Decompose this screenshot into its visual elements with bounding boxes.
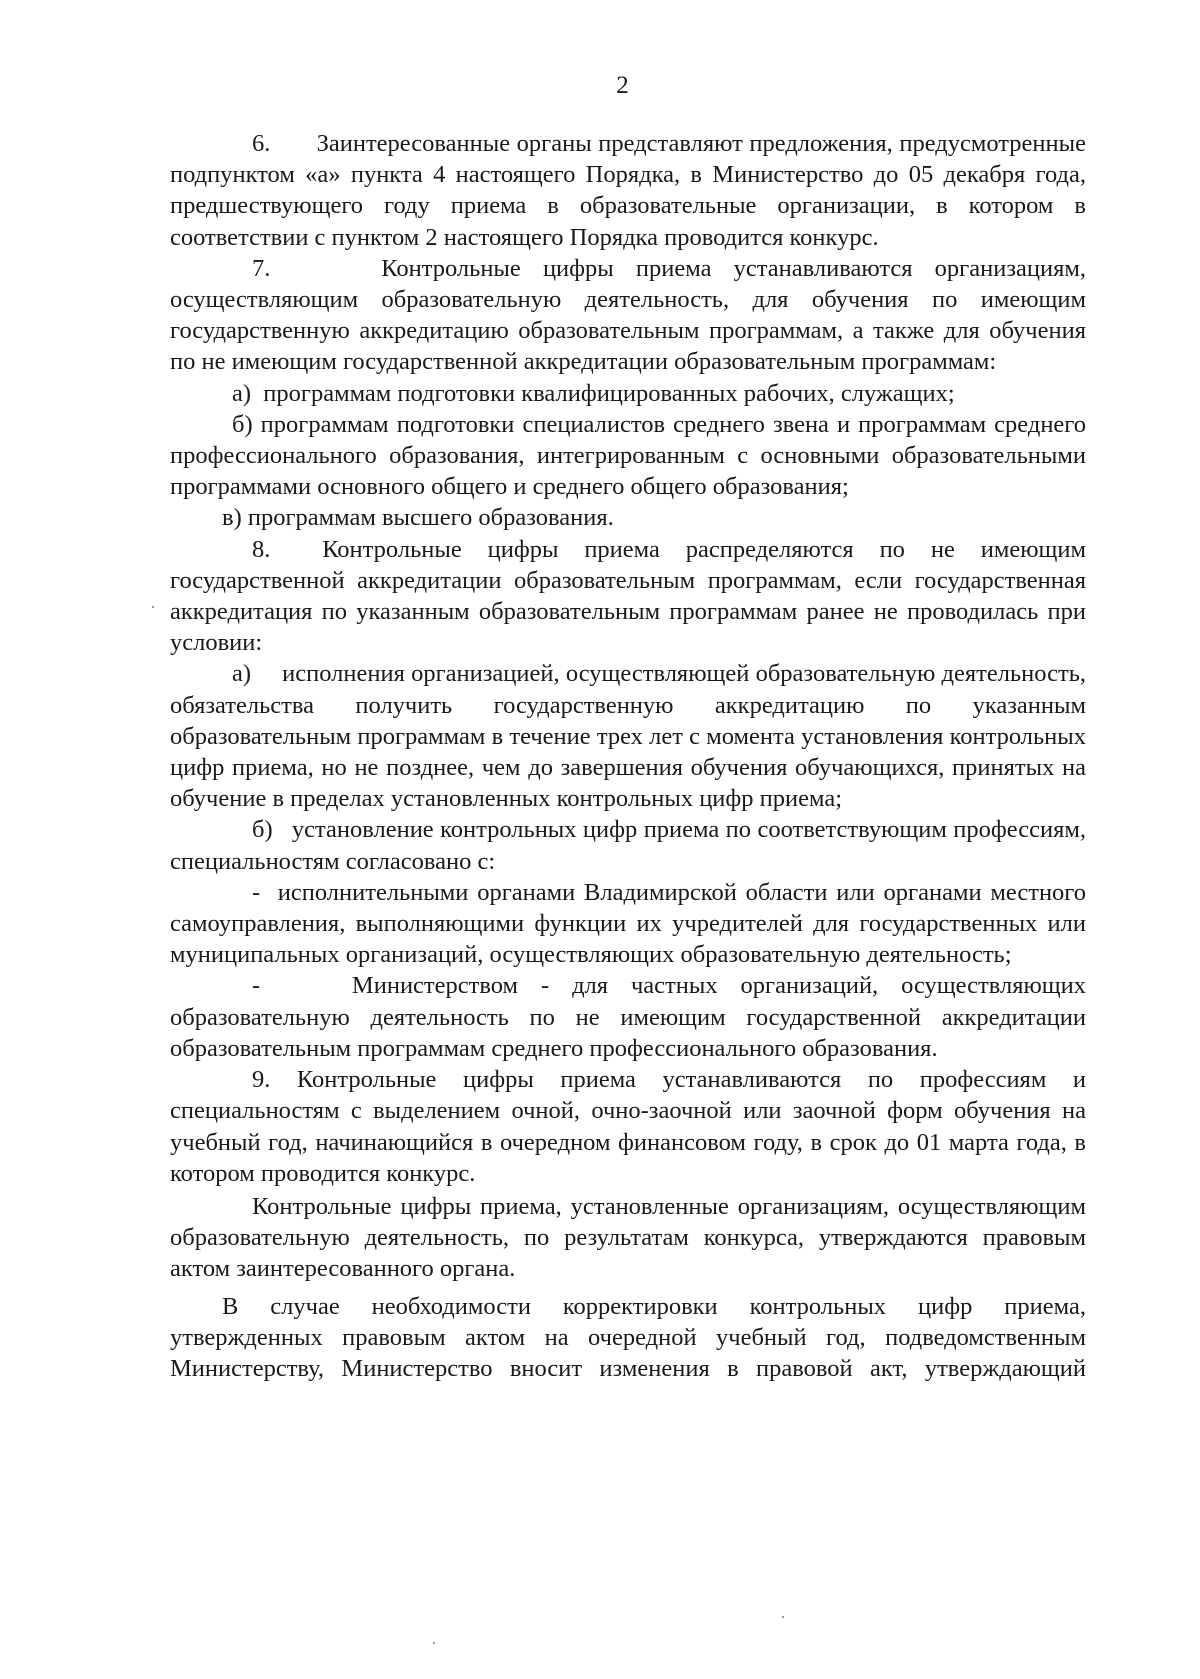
paragraph-8-item-b-dash-2: - Министерством - для частных организаций, осуществляющих образовательную деятельность по не имеющим государственной аккредитации образовательным программам среднего профессионального образования. bbox=[170, 972, 1086, 1062]
paragraph-8: 8. Контрольные цифры приема распределяются по не имеющим государственной аккредитации образовательным программам, если государственная аккредитация по указанным образовательным программам ранее не проводилась при условии: bbox=[170, 535, 1086, 657]
paragraph-7-item-a: а) программам подготовки квалифицированных рабочих, служащих; bbox=[232, 379, 955, 407]
scan-speck bbox=[433, 1642, 435, 1644]
paragraph-7-item-b: б) программам подготовки специалистов среднего звена и программам среднего профессионального образования, интегрированным с основными образовательными программами основного общего и среднего общего образования; bbox=[170, 410, 1086, 501]
paragraph-9: 9. Контрольные цифры приема устанавливаются по профессиям и специальностям с выделением очной, очно-заочной или заочной форм обучения на учебный год, начинающийся в очередном финансовом году, в срок до 01 марта года, в котором проводится конкурс. bbox=[170, 1066, 1086, 1187]
paragraph-6: 6. Заинтересованные органы представляют предложения, предусмотренные подпунктом «а» пункта 4 настоящего Порядка, в Министерство до 05 декабря года, предшествующего году приема в образовательные организации, в котором в соответствии с пунктом 2 настоящего Порядка проводится конкурс. bbox=[170, 130, 1086, 251]
paragraph-9-part-2: Контрольные цифры приема, установленные организациям, осуществляющим образовательную деятельность, по результатам конкурса, утверждаются правовым актом заинтересованного органа. bbox=[170, 1192, 1086, 1283]
paragraph-7: 7. Контрольные цифры приема устанавливаются организациям, осуществляющим образовательную деятельность, для обучения по имеющим государственную аккредитацию образовательным программам, а также для обучения по не имеющим государственной аккредитации образовательным программам: bbox=[170, 254, 1086, 376]
paragraph-8-item-a: а) исполнения организацией, осуществляющей образовательную деятельность, обязательства получить государственную аккредитацию по указанным образовательным программам в течение трех лет с момента установления контрольных цифр приема, но не позднее, чем до завершения обучения обучающихся, принятых на обучение в пределах установленных контрольных цифр приема; bbox=[170, 660, 1086, 813]
page-number: 2 bbox=[616, 72, 629, 99]
scan-speck bbox=[782, 1616, 784, 1618]
document-body bbox=[170, 128, 1086, 1384]
paragraph-7-item-v: в) программам высшего образования. bbox=[222, 504, 614, 532]
paragraph-8-item-b: б) установление контрольных цифр приема по соответствующим профессиям, специальностям согласовано с: bbox=[170, 816, 1086, 875]
paragraph-8-item-b-dash-1: - исполнительными органами Владимирской области или органами местного самоуправления, выполняющими функции их учредителей для государственных или муниципальных организаций, осуществляющих образовательную деятельность; bbox=[170, 878, 1086, 969]
scan-speck bbox=[152, 606, 154, 608]
paragraph-9-part-3: В случае необходимости корректировки контрольных цифр приема, утвержденных правовым актом на очередной учебный год, подведомственным Министерству, Министерство вносит изменения в правовой акт, утверждающий bbox=[170, 1292, 1086, 1382]
